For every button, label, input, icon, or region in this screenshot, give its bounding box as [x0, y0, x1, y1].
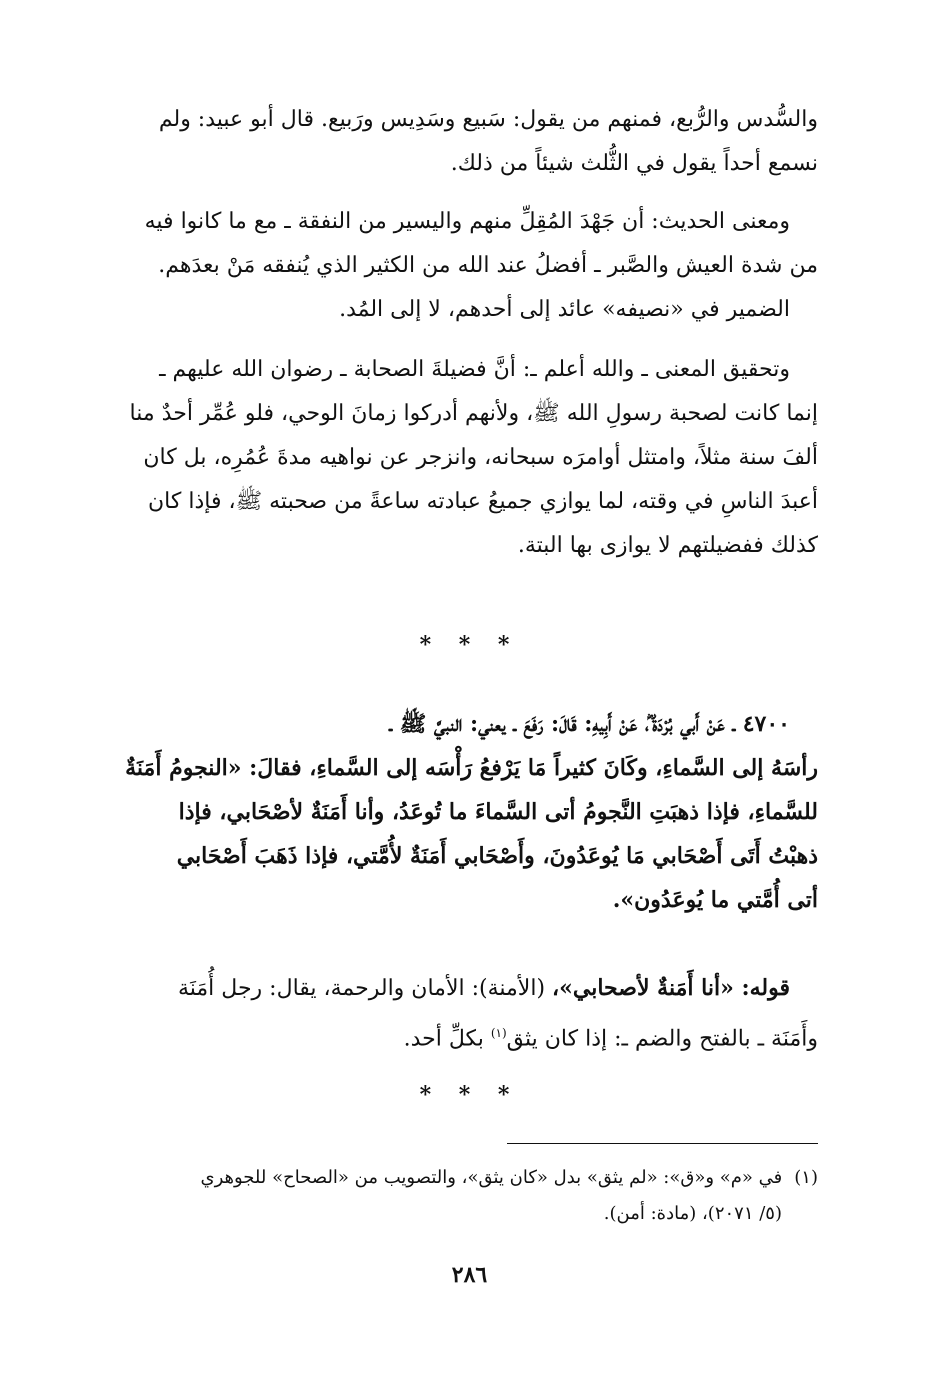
text-line: وأَمَنَة ـ بالفتح والضم ـ: إذا كان يثق: [506, 1026, 818, 1052]
text-line: بكلِّ أحد.: [403, 1026, 491, 1052]
paragraph-pronoun: [106, 288, 818, 332]
paragraph-amana: [106, 966, 818, 1061]
text-line: والسُّدس والرُّبع، فمنهم من يقول: سَبيع وسَدِيس ورَبيع. قال أبو عبيد: ولم: [158, 107, 818, 132]
quoted-phrase: قوله: «أنا أَمَنةٌ لأصحابي»،: [552, 975, 790, 1001]
hadith-line: ٤٧٠٠ ـ عَنْ أَبي بُرْدَةَ ؓ، عَنْ أَبِيهِ: قَالَ: رَفَعَ ـ يعني: النبيَّ ﷺ ـ: [389, 711, 790, 737]
text-line: كذلك ففضيلتهم لا يوازى بها البتة.: [517, 533, 818, 558]
hadith-line: للسَّماءِ، فإذا ذهبَتِ النَّجومُ أتى السَّماءَ ما تُوعَدُ، وأنا أَمَنَةٌ لأصْحَابي، فإذا: [178, 799, 818, 825]
section-separator: * * *: [419, 1082, 520, 1108]
text-line: وتحقيق المعنى ـ والله أعلم ـ: أنَّ فضيلةَ الصحابة ـ رضوان الله عليهم ـ: [159, 357, 790, 382]
hadith-text: [106, 702, 818, 922]
paragraph-verification: [106, 348, 818, 568]
footnote-divider: [507, 1143, 818, 1144]
footnote: [106, 1160, 818, 1232]
footnote-line: (٥/ ٢٠٧١)، (مادة: أمن).: [603, 1203, 782, 1224]
text-line: أعبدَ الناسِ في وقته، لما يوازي جميعُ عبادته ساعةً من صحبته ﷺ، فإذا كان: [148, 489, 818, 514]
text-line: إنما كانت لصحبة رسولِ الله ﷺ، ولأنهم أدركوا زمانَ الوحي، فلو عُمِّر أحدٌ منا: [129, 401, 818, 426]
paragraph-sudus: [106, 98, 818, 186]
text-line: ومعنى الحديث: أن جَهْدَ المُقِلِّ منهم واليسير من النفقة ـ مع ما كانوا فيه: [144, 209, 790, 234]
footnote-reference: (١): [490, 1026, 507, 1040]
text-line: ألفَ سنة مثلاً، وامتثل أوامرَه سبحانه، وانزجر عن نواهيه مدةَ عُمُرِه، بل كان: [143, 445, 818, 470]
commentary-block-3: [106, 966, 818, 1061]
hadith-line: رأسَهُ إلى السَّماءِ، وكَانَ كثيراً مَا يَرْفعُ رَأْسَه إلى السَّماءِ، فقالَ: «النجومُ أَمَنَةٌ: [125, 755, 818, 781]
hadith-line: ذهبْتُ أَتَى أَصْحَابي مَا يُوعَدُونَ، وأَصْحَابي أَمَنَةٌ لأُمَّتي، فإذا ذَهَبَ أَصْحَابي: [176, 843, 818, 869]
hadith-block: [106, 702, 818, 922]
page-number: ٢٨٦: [451, 1262, 488, 1288]
commentary-block-1: [106, 98, 818, 186]
hadith-line: أتى أُمَّتي ما يُوعَدُون».: [612, 887, 818, 913]
paragraph-meaning: [106, 200, 818, 288]
footnote-line: في «م» و«ق»: «لم يثق» بدل «كان يثق»، والتصويب من «الصحاح» للجوهري: [200, 1167, 783, 1188]
text-line: (الأمنة): الأمان والرحمة، يقال: رجل أُمَنَة: [177, 976, 553, 1001]
text-line: الضمير في «نصيفه» عائد إلى أحدهم، لا إلى المُد.: [339, 297, 790, 322]
commentary-block-2: [106, 200, 818, 568]
text-line: من شدة العيش والصَّبر ـ أفضلُ عند الله من الكثير الذي يُنفقه مَنْ بعدَهم.: [158, 253, 818, 278]
section-separator: * * *: [419, 632, 520, 658]
text-line: نسمع أحداً يقول في الثُّلث شيئاً من ذلك.: [450, 151, 818, 176]
footnote-marker: (١): [794, 1167, 818, 1188]
